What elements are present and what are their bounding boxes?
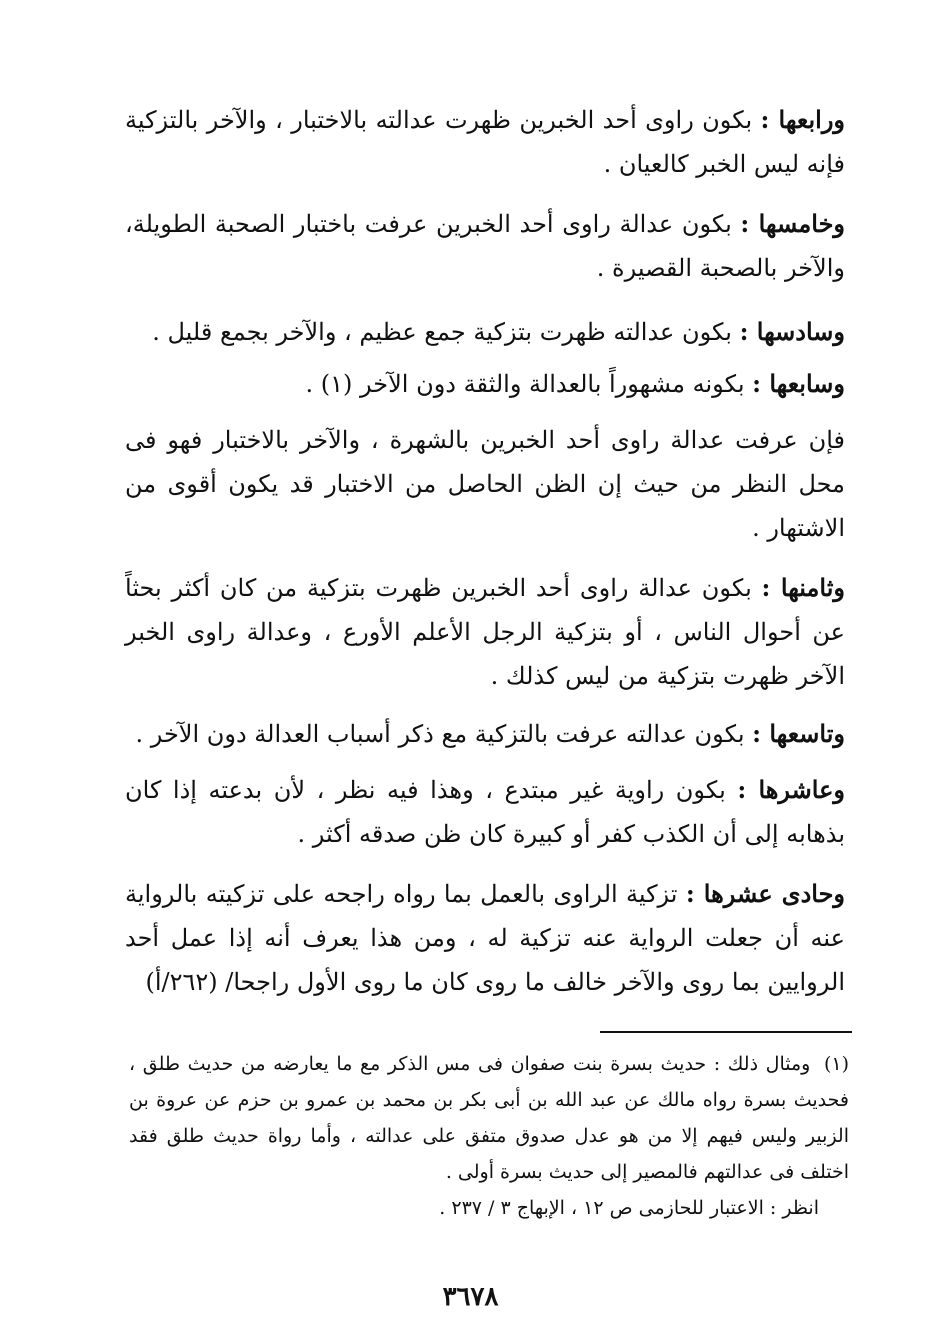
footnote-reference xyxy=(129,1190,849,1226)
paragraph-lead: وسادسها : xyxy=(739,317,845,346)
paragraph-lead: وثامنها : xyxy=(761,573,845,602)
paragraph-text: بكون عدالة راوى أحد الخبرين ظهرت بتزكية من كان أكثر بحثاً عن أحوال الناس ، أو بتزكية الرجل الأعلم الأورع ، وعدالة راوى الخبر الآخر ظهرت بتزكية من ليس كذلك . xyxy=(125,574,845,690)
paragraph-text: بكون راوى أحد الخبرين ظهرت عدالته بالاختبار ، والآخر بالتزكية فإنه ليس الخبر كالعيان . xyxy=(125,106,845,178)
paragraph-10 xyxy=(125,768,845,856)
paragraph-9 xyxy=(125,712,845,756)
paragraph-4 xyxy=(125,98,845,186)
paragraph-8 xyxy=(125,566,845,698)
page-number: ٣٦٧٨ xyxy=(442,1282,499,1312)
paragraph-text: بكون عدالة راوى أحد الخبرين عرفت باختبار الصحبة الطويلة، والآخر بالصحبة القصيرة . xyxy=(125,210,845,282)
paragraph-5 xyxy=(125,202,845,290)
paragraph-lead: وعاشرها : xyxy=(737,775,845,804)
paragraph-lead: وسابعها : xyxy=(752,369,845,398)
paragraph-text: بكون راوية غير مبتدع ، وهذا فيه نظر ، لأن بدعته إذا كان بذهابه إلى أن الكذب كفر أو كبيرة كان ظن صدقه أكثر . xyxy=(125,776,845,848)
footnote-separator xyxy=(600,1031,852,1033)
paragraph-text: بكون عدالته عرفت بالتزكية مع ذكر أسباب العدالة دون الآخر . xyxy=(135,720,745,748)
paragraph-6 xyxy=(125,310,845,354)
paragraph-note xyxy=(125,418,845,550)
footnote-text: انظر : الاعتبار للحازمى ص ١٢ ، الإبهاج ٣ / ٢٣٧ . xyxy=(439,1197,819,1219)
paragraph-text: فإن عرفت عدالة راوى أحد الخبرين بالشهرة ، والآخر بالاختبار فهو فى محل النظر من حيث إن الظن الحاصل من الاختبار قد يكون أقوى من الاشتهار . xyxy=(125,426,845,542)
paragraph-lead: وحادى عشرها : xyxy=(685,879,845,908)
paragraph-lead: وخامسها : xyxy=(740,209,845,238)
footnote-text: ومثال ذلك : حديث بسرة بنت صفوان فى مس الذكر مع ما يعارضه من حديث طلق ، فحديث بسرة رواه مالك عن عبد الله بن أبى بكر بن محمد بن عمرو بن حزم عن عروة بن الزبير وليس فيهم إلا من هو عدل صدوق متفق على عدالته ، وأما رواة حديث طلق فقد اختلف فى عدالتهم فالمصير إلى حديث بسرة أولى . xyxy=(129,1053,849,1183)
paragraph-lead: وتاسعها : xyxy=(752,719,845,748)
paragraph-text: بكونه مشهوراً بالعدالة والثقة دون الآخر (١) . xyxy=(305,370,745,398)
footnote-number: (١) xyxy=(823,1053,849,1075)
paragraph-text: بكون عدالته ظهرت بتزكية جمع عظيم ، والآخر بجمع قليل . xyxy=(152,318,732,346)
paragraph-lead: ورابعها : xyxy=(760,105,846,134)
footnotes xyxy=(129,1046,849,1226)
footnote-1 xyxy=(129,1046,849,1190)
paragraph-7 xyxy=(125,362,845,406)
paragraph-text: تزكية الراوى بالعمل بما رواه راجحه على تزكيته بالرواية عنه أن جعلت الرواية عنه تزكية له ، ومن هذا يعرف أنه إذا عمل أحد الروايين بما روى والآخر خالف ما روى كان ما روى الأول راجحا/ (٢٦٢/أ) xyxy=(125,880,845,996)
paragraph-11 xyxy=(125,872,845,1004)
